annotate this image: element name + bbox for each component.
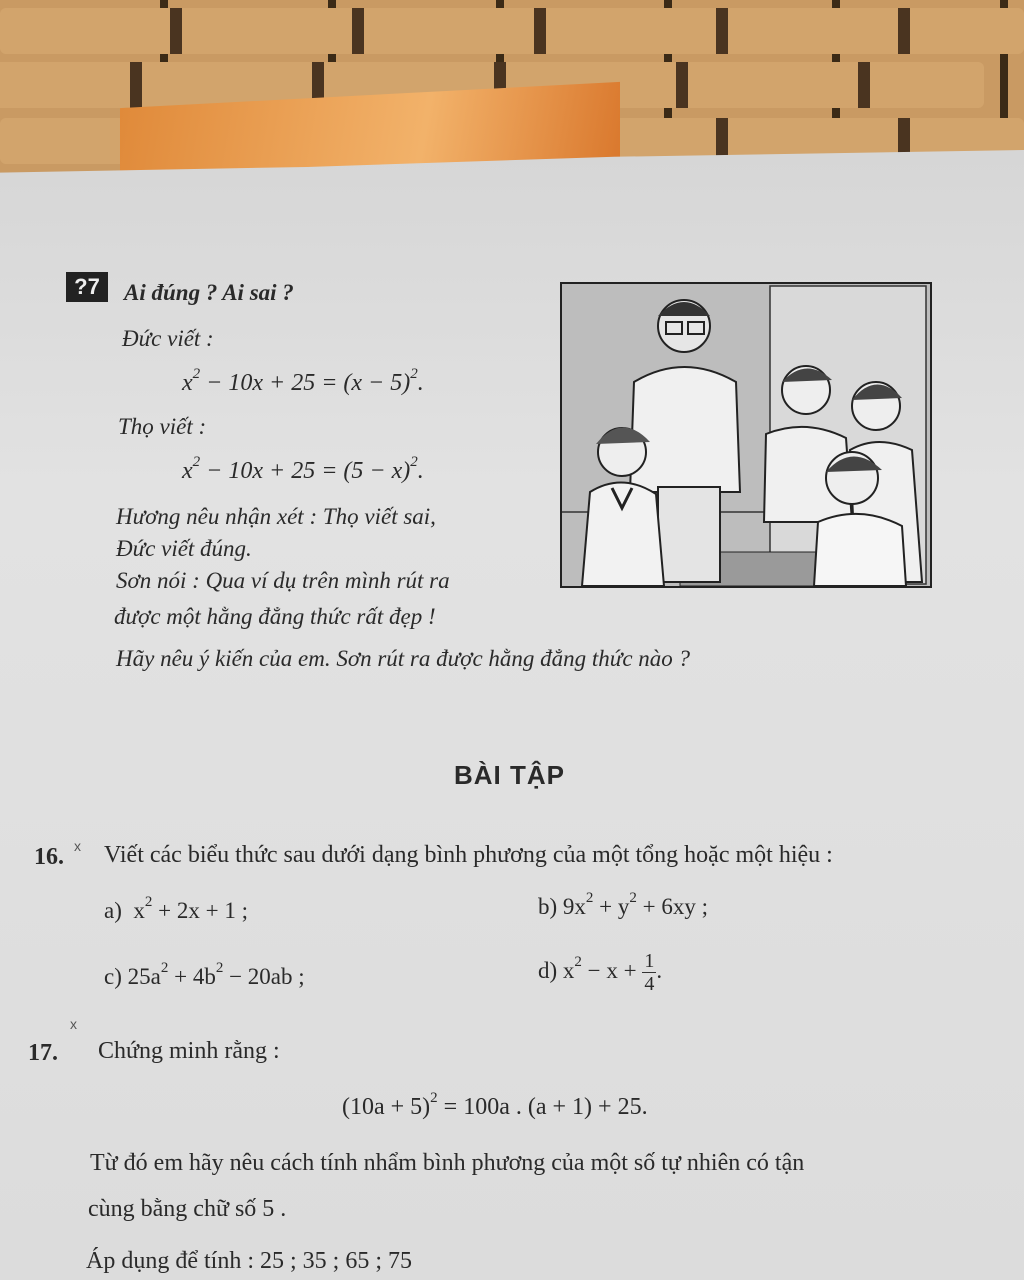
exercise-17-apply: Áp dụng để tính : 25 ; 35 ; 65 ; 75 (86, 1248, 413, 1274)
exercise-17-equation: $(10a + 5)^2 = 100a$ . (a + 1) + 25. (342, 1090, 648, 1120)
exercise-16-number: 16. (34, 844, 64, 870)
exercise-17-prompt: Chứng minh rằng : (98, 1038, 280, 1064)
son-line-2: được một hằng đẳng thức rất đẹp ! (114, 604, 436, 629)
exercises-heading: BÀI TẬP (454, 760, 565, 790)
huong-line-2: Đức viết đúng. (116, 536, 252, 561)
exercise-17-line-1: Từ đó em hãy nêu cách tính nhẩm bình phương của một số tự nhiên có tận (90, 1150, 805, 1176)
exercise-16d: d) $x^2 - x$ + $\frac{1}{4}$ . (538, 950, 663, 995)
exercise-16-prompt: Viết các biểu thức sau dưới dạng bình phương của một tổng hoặc một hiệu : (104, 842, 833, 868)
huong-line-1: Hương nêu nhận xét : Thọ viết sai, (116, 504, 436, 529)
classroom-illustration (560, 282, 932, 588)
exercise-16c: c) $25a^2 + 4b^2 - 20ab$ ; (104, 960, 305, 989)
exercise-17-number: 17. (28, 1040, 58, 1066)
mat-slat (0, 8, 1024, 54)
duc-equation: $x^2 - 10x + 25 = (x - 5)^2$. (182, 366, 424, 396)
tho-equation: $x^2 - 10x + 25 = (5 - x)^2$. (182, 454, 424, 484)
exercise-17-pen-mark: x (70, 1016, 77, 1032)
fraction-one-quarter: $\frac{1}{4}$ (644, 950, 655, 995)
exercise-17-line-2: cùng bằng chữ số 5 . (88, 1196, 287, 1222)
exercise-16b: b) $9x^2 + y^2 + 6xy$ ; (538, 890, 709, 919)
duc-label: Đức viết : (122, 326, 214, 351)
question-ask: Hãy nêu ý kiến của em. Sơn rút ra được hằng đẳng thức nào ? (116, 646, 691, 671)
exercise-16-pen-mark: x (74, 838, 81, 854)
question-title: Ai đúng ? Ai sai ? (124, 280, 294, 305)
question-badge: ?7 (66, 272, 108, 302)
exercise-16a: a) $x^2 + 2x + 1$ ; (104, 894, 248, 923)
son-line-1: Sơn nói : Qua ví dụ trên mình rút ra (116, 568, 450, 593)
tho-label: Thọ viết : (118, 414, 207, 439)
